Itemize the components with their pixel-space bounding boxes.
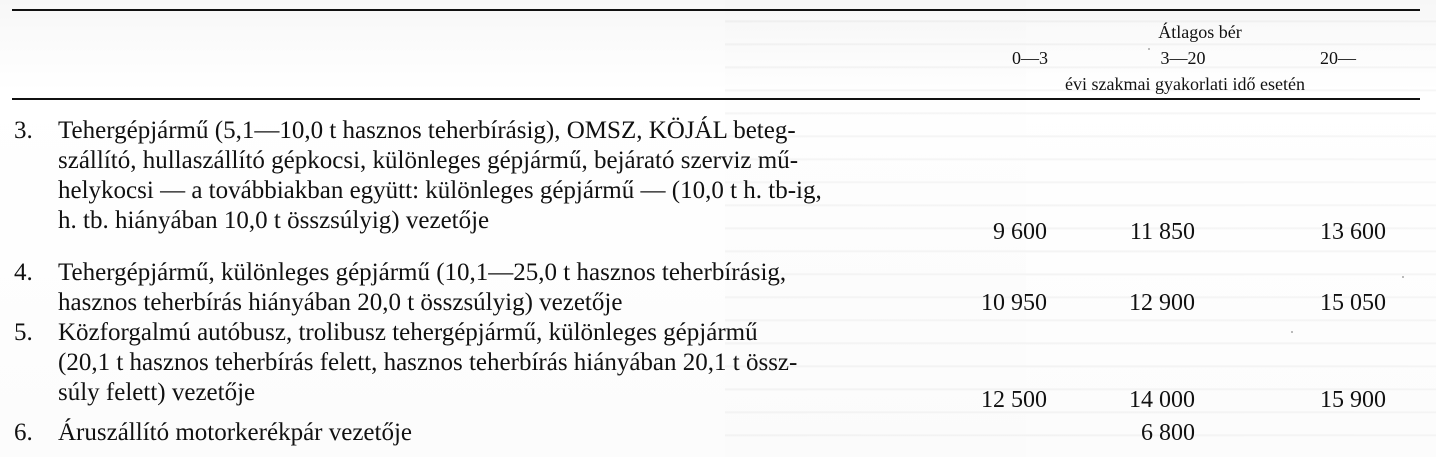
row-description [58, 318, 944, 408]
row-number: 3. [14, 117, 33, 144]
description-line: súly felett) vezetője [58, 379, 256, 406]
table-row [0, 418, 1436, 448]
average-wage-20-plus: 13 600 [1320, 219, 1386, 245]
header-range-0-3: 0—3 [1012, 48, 1048, 68]
header-range-3-20: 3—20 [1160, 48, 1206, 68]
scan-speck [1148, 48, 1150, 50]
row-number: 4. [14, 259, 33, 286]
row-number: 5. [14, 319, 33, 346]
description-line: Közforgalmú autóbusz, trolibusz tehergépjármű, különleges gépjármű [58, 319, 758, 346]
average-wage-3-20: 14 000 [1129, 387, 1195, 413]
table-row [0, 258, 1436, 318]
average-wage-20-plus: 15 050 [1320, 290, 1386, 316]
table-row [0, 318, 1436, 413]
header-title: Átlagos bér [1158, 22, 1242, 42]
description-line: Tehergépjármű (5,1—10,0 t hasznos teherbírásig), OMSZ, KÖJÁL beteg- [58, 117, 796, 144]
average-wage-0-3: 9 600 [993, 219, 1047, 245]
average-wage-20-plus: 15 900 [1320, 387, 1386, 413]
average-wage-0-3: 10 950 [981, 290, 1047, 316]
average-wage-3-20: 12 900 [1129, 290, 1195, 316]
description-line: szállító, hullaszállító gépkocsi, különleges gépjármű, bejárató szerviz mű- [58, 147, 799, 174]
scan-speck [1402, 276, 1404, 278]
average-wage-3-20: 11 850 [1129, 219, 1195, 245]
row-description [58, 116, 944, 236]
description-line: h. tb. hiányában 10,0 t összsúlyig) vezetője [58, 207, 490, 234]
header-footer-text: évi szakmai gyakorlati idő esetén [1065, 74, 1305, 94]
description-line: Tehergépjármű, különleges gépjármű (10,1—25,0 t hasznos teherbírásig, [58, 259, 787, 286]
description-line: (20,1 t hasznos teherbírás felett, hasznos teherbírás hiányában 20,1 t össz- [58, 349, 798, 376]
row-number: 6. [14, 419, 33, 446]
average-wage-0-3: 12 500 [981, 387, 1047, 413]
description-line: Áruszállító motorkerékpár vezetője [58, 419, 413, 446]
average-wage-3-20: 6 800 [1141, 420, 1195, 446]
description-line: hasznos teherbírás hiányában 20,0 t összsúlyig) vezetője [58, 289, 623, 316]
table-row [0, 116, 1436, 248]
description-line: helykocsi — a továbbiakban együtt: különleges gépjármű — (10,0 t h. tb-ig, [58, 177, 822, 204]
row-description [58, 418, 944, 448]
row-description [58, 258, 944, 318]
header-range-20-plus: 20— [1320, 48, 1356, 68]
scan-speck [1291, 331, 1293, 333]
